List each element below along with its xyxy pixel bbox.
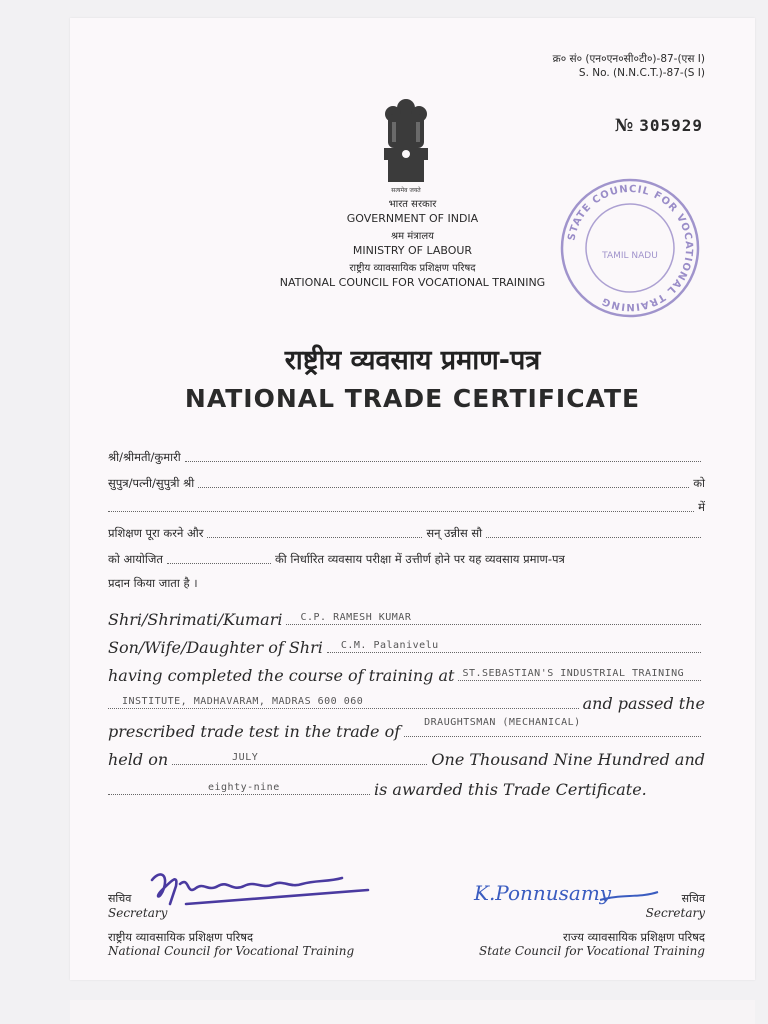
hindi-award-text: प्रदान किया जाता है ।: [108, 576, 198, 590]
hindi-name-label: श्री/श्रीमती/कुमारी: [108, 450, 181, 464]
year-value: eighty-nine: [208, 782, 280, 793]
hindi-line-award: [108, 576, 705, 591]
ministry-english: MINISTRY OF LABOUR: [352, 244, 473, 257]
state-council-seal: [556, 174, 704, 322]
english-line-institute: [108, 692, 705, 713]
name-label: Shri/Shrimati/Kumari: [108, 610, 283, 629]
left-org-english: National Council for Vocational Training: [108, 944, 355, 958]
certificate-number: [615, 116, 703, 136]
held-field: [172, 748, 427, 765]
institute-field: [458, 664, 701, 681]
right-signature-text: K.Ponnusamy: [474, 881, 612, 905]
hindi-institute-end: में: [698, 500, 705, 514]
next-page-edge: [70, 1000, 755, 1024]
trade-field: [404, 717, 701, 737]
year-label: One Thousand Nine Hundred and: [431, 750, 705, 769]
hindi-line-institute: [108, 500, 705, 515]
seal-ring-text: STATE COUNCIL FOR VOCATIONAL TRAINING: [566, 183, 695, 313]
council-hindi: राष्ट्रीय व्यावसायिक प्रशिक्षण परिषद: [349, 263, 476, 274]
serial-number: [553, 52, 705, 80]
blank-line: [185, 460, 701, 462]
state-emblem-icon: [378, 92, 434, 196]
blank-line: [486, 536, 701, 538]
hindi-exam-label: को आयोजित: [108, 552, 163, 566]
blank-line: [108, 510, 694, 512]
award-label: is awarded this Trade Certificate.: [374, 780, 647, 799]
certificate-number-value: 305929: [639, 116, 703, 135]
title-hindi: राष्ट्रीय व्यवसाय प्रमाण-पत्र: [284, 345, 541, 376]
year-field: [108, 778, 370, 795]
english-line-relation: [108, 636, 705, 657]
seal-center-text: TAMIL NADU: [602, 251, 658, 261]
hindi-line-training: [108, 526, 705, 541]
english-line-trade: [108, 717, 705, 741]
blank-line: [167, 562, 271, 564]
hindi-year-label: सन् उन्नीस सौ: [426, 526, 483, 540]
course-label: having completed the course of training at: [108, 666, 455, 685]
institute-field-2: [108, 692, 579, 709]
trade-value: DRAUGHTSMAN (MECHANICAL): [424, 717, 581, 728]
left-signatory: [108, 892, 354, 958]
held-label: held on: [108, 750, 169, 769]
left-title-english: Secretary: [108, 906, 168, 920]
hindi-training-label: प्रशिक्षण पूरा करने और: [108, 526, 204, 540]
serial-english: S. No. (N.N.C.T.)-87-(S I): [578, 67, 705, 79]
english-line-held: [108, 748, 705, 769]
blank-line: [207, 536, 422, 538]
name-value: C.P. RAMESH KUMAR: [300, 612, 412, 623]
institute-value-line2: INSTITUTE, MADHAVARAM, MADRAS 600 060: [122, 696, 364, 707]
relation-label: Son/Wife/Daughter of Shri: [108, 638, 323, 657]
left-org-hindi: राष्ट्रीय व्यावसायिक प्रशिक्षण परिषद: [108, 930, 254, 944]
right-org-english: State Council for Vocational Training: [478, 944, 705, 958]
council-english: NATIONAL COUNCIL FOR VOCATIONAL TRAINING: [279, 276, 546, 289]
right-signatory: [479, 892, 705, 958]
serial-hindi: क्र० सं० (एन०एन०सी०टी०)-87-(एस I): [552, 53, 705, 65]
certificate-number-prefix: №: [614, 116, 634, 136]
blank-line: [198, 486, 689, 488]
hindi-line-name: [108, 450, 705, 465]
english-line-year: [108, 778, 705, 799]
ministry-hindi: श्रम मंत्रालय: [391, 231, 434, 242]
held-value: JULY: [232, 752, 259, 763]
hindi-line-exam: [108, 552, 705, 567]
emblem-motto: सत्यमेव जयते: [391, 187, 421, 194]
hindi-exam-rest: की निर्धारित व्यवसाय परीक्षा में उत्तीर्ण होने पर यह व्यवसाय प्रमाण-पत्र: [274, 552, 565, 566]
left-title-hindi: सचिव: [108, 892, 132, 905]
relation-field: [327, 636, 701, 653]
right-title-english: Secretary: [645, 906, 705, 920]
right-org-hindi: राज्य व्यावसायिक प्रशिक्षण परिषद: [563, 930, 705, 944]
hindi-relation-label: सुपुत्र/पत्नी/सुपुत्री श्री: [108, 476, 195, 490]
passed-label: and passed the: [582, 694, 705, 713]
trade-label: prescribed trade test in the trade of: [108, 722, 401, 741]
right-title-hindi: सचिव: [681, 892, 705, 905]
certificate-page: [70, 18, 755, 980]
hindi-relation-end: को: [693, 476, 705, 490]
gov-english: GOVERNMENT OF INDIA: [346, 212, 479, 225]
english-line-name: [108, 608, 705, 629]
relation-value: C.M. Palanivelu: [340, 640, 439, 651]
gov-hindi: भारत सरकार: [388, 199, 437, 210]
english-line-course: [108, 664, 705, 685]
name-field: [286, 608, 701, 625]
institute-value-line1: ST.SEBASTIAN'S INDUSTRIAL TRAINING: [462, 668, 685, 679]
hindi-line-relation: [108, 476, 705, 491]
title-english: NATIONAL TRADE CERTIFICATE: [184, 384, 641, 413]
